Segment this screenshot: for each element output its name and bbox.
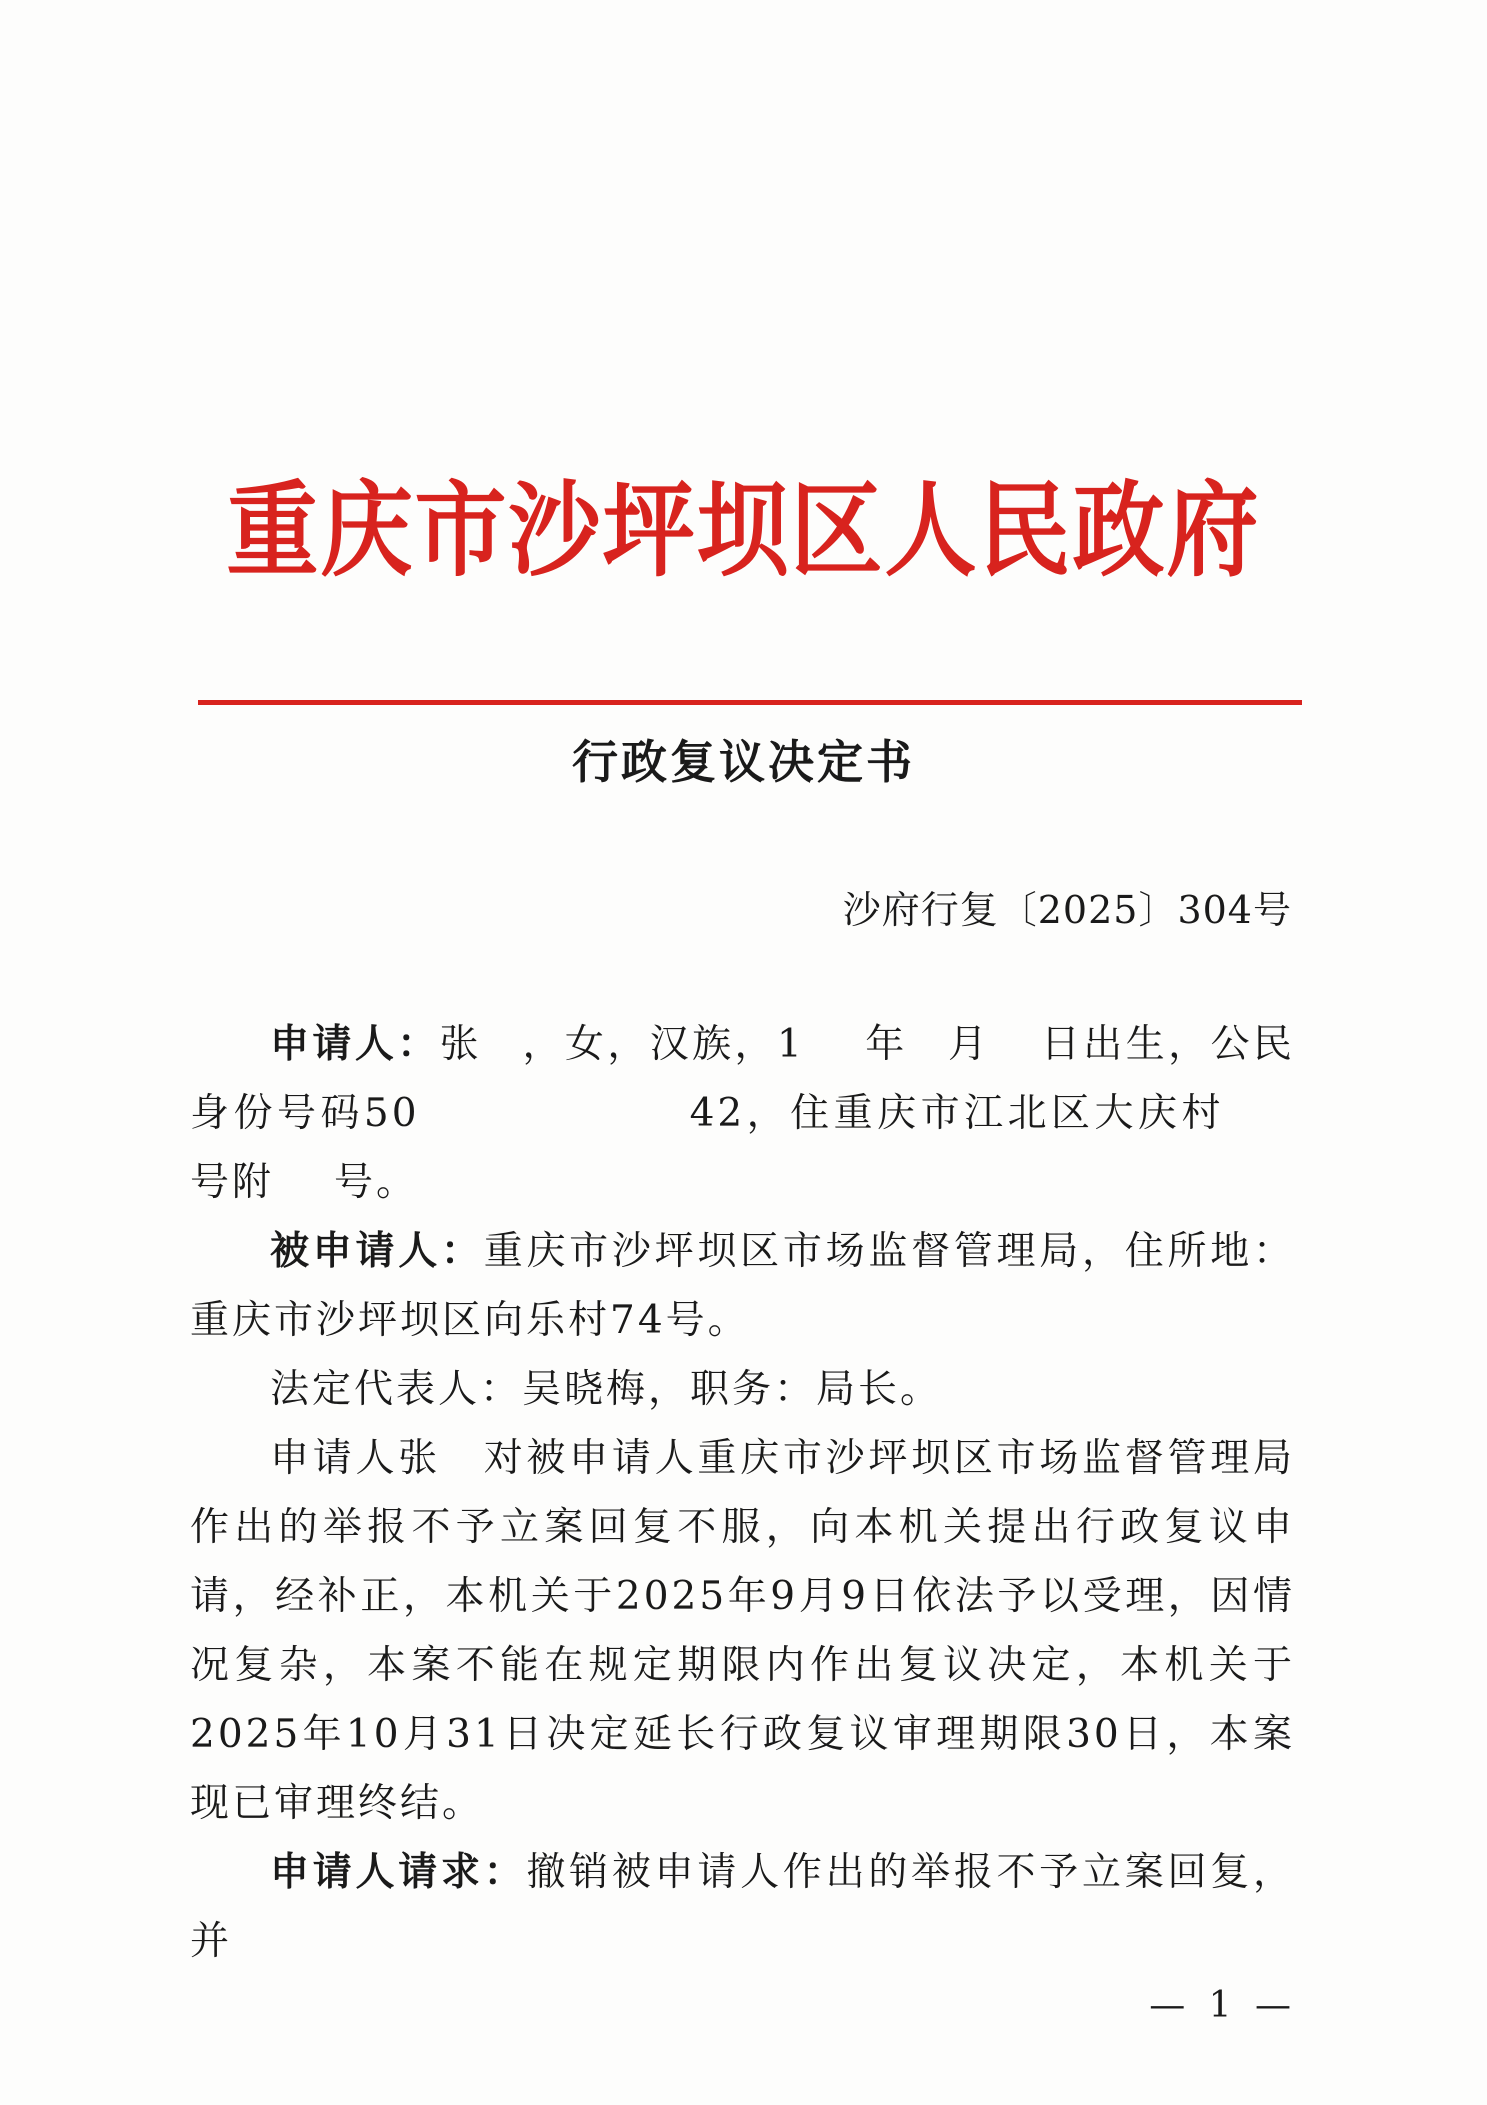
document-number: 沙府行复〔2025〕304号 [842,888,1292,932]
request-label: 申请人请求： [270,1850,527,1895]
respondent-label: 被申请人： [270,1229,484,1274]
applicant-id-prefix: 日出生，公民身份号码50 [190,1022,1295,1136]
request-text: 撤销被申请人作出的举报不予立案回复，并 [190,1850,1295,1964]
legal-representative-text: 法定代表人：吴晓梅，职务：局长。 [270,1367,943,1412]
applicant-label: 申请人： [270,1022,440,1067]
respondent-paragraph [190,1217,1295,1355]
applicant-birth-month-unit: 月 [947,1022,991,1067]
applicant-gender-ethnicity: ，女，汉族，1 [522,1022,805,1067]
applicant-surname: 张 [439,1022,483,1067]
respondent-text: 重庆市沙坪坝区市场监督管理局，住所地：重庆市沙坪坝区向乐村74号。 [190,1229,1295,1343]
applicant-address: 42，住重庆市江北区大庆村 [689,1091,1225,1136]
applicant-paragraph [190,1010,1295,1217]
case-summary-paragraph [190,1424,1295,1838]
case-summary-text: 申请人张 对被申请人重庆市沙坪坝区市场监督管理局作出的举报不予立案回复不服，向本机关提出行政复议申请，经补正，本机关于2025年9月9日依法予以受理，因情况复杂，本案不能在规定期限内作出复议决定，本机关于2025年10月31日决定延长行政复议审理期限30日，本案现已审理终结。 [190,1436,1295,1826]
request-paragraph [190,1838,1295,1976]
page-number: — 1 — [1149,1985,1297,2026]
document-title: 行政复议决定书 [572,735,915,789]
issuer-title: 重庆市沙坪坝区人民政府 [226,469,1261,591]
red-divider-line [198,700,1302,705]
legal-representative-paragraph [190,1355,1295,1424]
applicant-address-sub: 号附 [190,1160,275,1205]
document-body [190,1010,1295,1976]
applicant-address-end: 号。 [334,1160,419,1205]
applicant-birth-year-unit: 年 [864,1022,908,1067]
